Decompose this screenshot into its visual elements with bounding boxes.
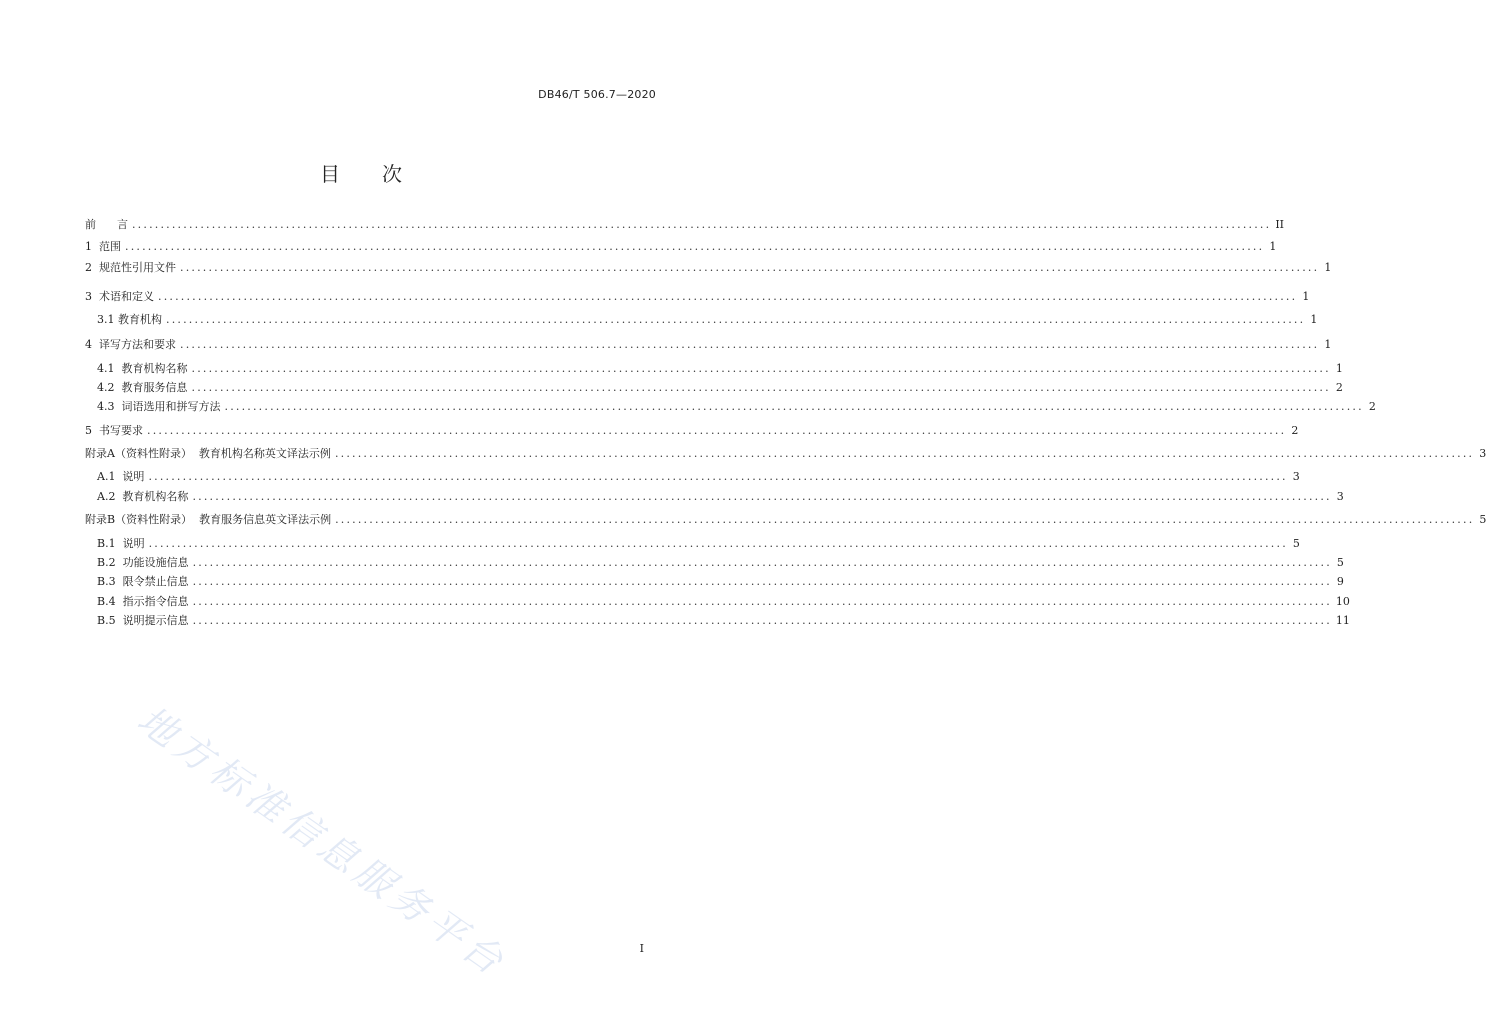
toc-entry[interactable]: [85, 513, 1486, 527]
toc-leader-dots: ........................................................................................................................................................................................................: [191, 362, 1331, 375]
toc-leader-dots: ........................................................................................................................................................................................................: [148, 537, 1288, 550]
toc-entry-label: 附录B（资料性附录） 教育服务信息英文译法示例: [85, 513, 332, 526]
toc-leader-dots: ........................................................................................................................................................................................................: [131, 218, 1272, 231]
toc-leader-dots: ........................................................................................................................................................................................................: [158, 290, 1298, 303]
toc-entry[interactable]: [85, 261, 1332, 275]
page-title-right: 次: [382, 162, 404, 186]
toc-entry[interactable]: [85, 290, 1310, 304]
toc-leader-dots: ........................................................................................................................................................................................................: [192, 556, 1332, 569]
toc-entry-page: 1: [1335, 362, 1343, 375]
toc-entry-label: B.2 功能设施信息: [97, 556, 189, 569]
toc-leader-dots: ........................................................................................................................................................................................................: [192, 614, 1332, 627]
toc-entry-page: 10: [1335, 595, 1350, 608]
toc-entry-page: 3: [1479, 447, 1486, 460]
toc-entry-page: 1: [1269, 240, 1277, 253]
toc-entry[interactable]: [97, 400, 1376, 414]
watermark: 地方标准信息服务平台: [129, 697, 516, 986]
toc-entry-label: 2 规范性引用文件: [85, 261, 176, 274]
toc-entry-page: 2: [1335, 381, 1343, 394]
toc-entry-label: B.4 指示指令信息: [97, 595, 189, 608]
toc-entry[interactable]: [85, 424, 1299, 438]
toc-entry-page: 5: [1292, 537, 1300, 550]
toc-entry-label: 4 译写方法和要求: [85, 338, 176, 351]
page-title-left: 目: [320, 162, 342, 186]
toc-entry[interactable]: [97, 490, 1344, 504]
toc-leader-dots: ........................................................................................................................................................................................................: [192, 575, 1332, 588]
document-code: DB46/T 506.7—2020: [538, 88, 656, 101]
page-title: [0, 158, 724, 187]
toc-leader-dots: ........................................................................................................................................................................................................: [148, 470, 1288, 483]
toc-entry-label: A.2 教育机构名称: [97, 490, 189, 503]
toc-entry[interactable]: [85, 218, 1285, 232]
toc-entry-label: A.1 说明: [97, 470, 145, 483]
toc-leader-dots: ........................................................................................................................................................................................................: [180, 261, 1320, 274]
toc-entry-label: 前 言: [85, 218, 128, 231]
toc-entry[interactable]: [97, 470, 1300, 484]
toc-entry-page: 11: [1335, 614, 1350, 627]
toc-entry[interactable]: [97, 362, 1343, 376]
page-number: I: [639, 942, 644, 955]
toc-entry-label: 3 术语和定义: [85, 290, 154, 303]
toc-entry-page: 3: [1336, 490, 1344, 503]
toc-entry-page: 1: [1324, 261, 1332, 274]
toc-entry[interactable]: [85, 240, 1277, 254]
toc-entry-page: 5: [1336, 556, 1344, 569]
toc-entry-page: 1: [1324, 338, 1332, 351]
toc-entry[interactable]: [97, 614, 1350, 628]
toc-leader-dots: ........................................................................................................................................................................................................: [224, 400, 1364, 413]
toc-entry-page: 2: [1368, 400, 1376, 413]
toc-leader-dots: ........................................................................................................................................................................................................: [147, 424, 1287, 437]
toc-entry-page: 3: [1292, 470, 1300, 483]
toc-entry-page: II: [1275, 218, 1285, 231]
toc-entry-label: 4.3 词语选用和拼写方法: [97, 400, 221, 413]
toc-entry-page: 9: [1336, 575, 1344, 588]
toc-entry[interactable]: [97, 556, 1344, 570]
toc-entry[interactable]: [97, 381, 1343, 395]
toc-entry-page: 5: [1479, 513, 1486, 526]
toc-entry[interactable]: [85, 338, 1332, 352]
toc-leader-dots: ........................................................................................................................................................................................................: [192, 595, 1332, 608]
toc-entry-page: 1: [1302, 290, 1310, 303]
toc-leader-dots: ........................................................................................................................................................................................................: [334, 447, 1475, 460]
toc-leader-dots: ........................................................................................................................................................................................................: [192, 490, 1332, 503]
toc-entry-label: B.1 说明: [97, 537, 145, 550]
toc-entry[interactable]: [85, 447, 1486, 461]
toc-entry-label: 附录A（资料性附录） 教育机构名称英文译法示例: [85, 447, 331, 460]
toc-entry-label: 4.1 教育机构名称: [97, 362, 188, 375]
toc-leader-dots: ........................................................................................................................................................................................................: [166, 313, 1306, 326]
toc-entry[interactable]: [97, 537, 1300, 551]
toc-entry-label: 1 范围: [85, 240, 121, 253]
toc-leader-dots: ........................................................................................................................................................................................................: [335, 513, 1475, 526]
toc-entry-label: 4.2 教育服务信息: [97, 381, 188, 394]
toc-entry-label: 5 书写要求: [85, 424, 143, 437]
toc-entry-label: 3.1 教育机构: [97, 313, 162, 326]
toc-entry-label: B.5 说明提示信息: [97, 614, 189, 627]
toc-entry[interactable]: [97, 575, 1344, 589]
toc-entry-label: B.3 限令禁止信息: [97, 575, 189, 588]
toc-leader-dots: ........................................................................................................................................................................................................: [125, 240, 1265, 253]
toc-entry[interactable]: [97, 595, 1350, 609]
toc-leader-dots: ........................................................................................................................................................................................................: [191, 381, 1331, 394]
toc-entry-page: 1: [1310, 313, 1318, 326]
toc-entry-page: 2: [1291, 424, 1299, 437]
toc-leader-dots: ........................................................................................................................................................................................................: [180, 338, 1320, 351]
toc-entry[interactable]: [97, 313, 1318, 327]
